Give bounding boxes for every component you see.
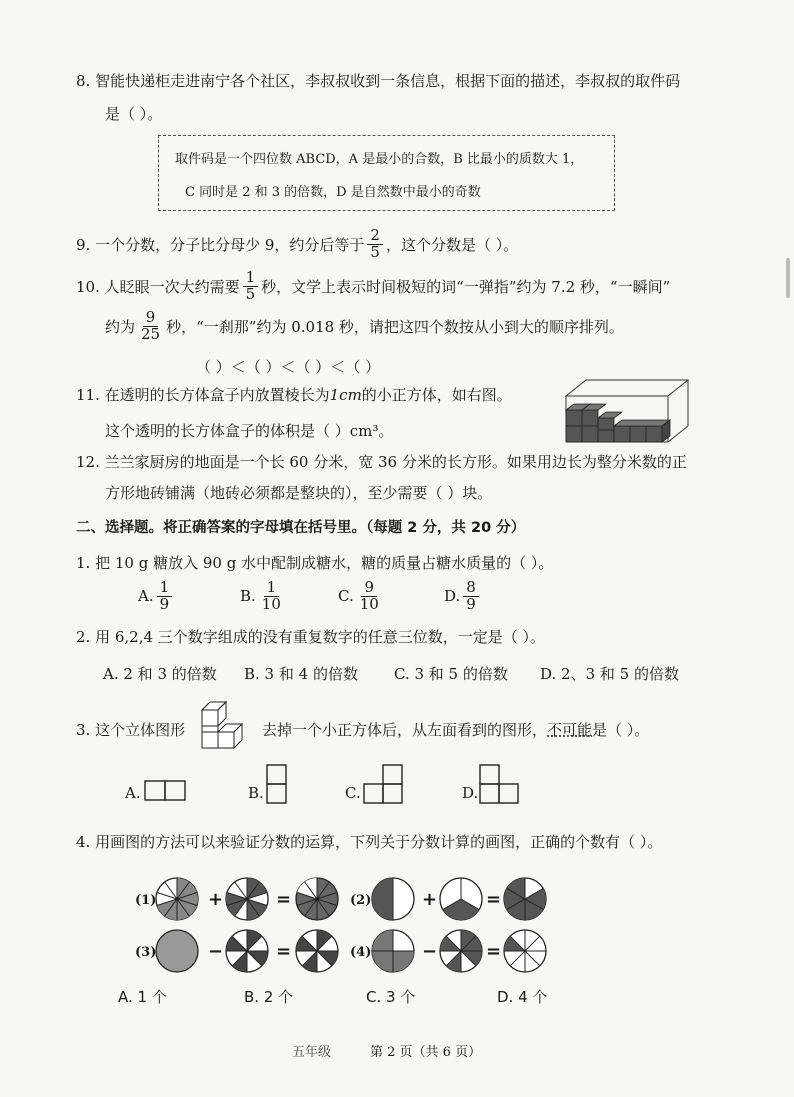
c3-option-a-figure[interactable]	[144, 778, 186, 802]
q11-unit: 1cm	[329, 386, 362, 404]
q10-pre: 10. 人眨眼一次大约需要	[76, 277, 240, 296]
c4-circle-1c	[294, 876, 340, 922]
c4-label-1: (1)	[135, 893, 157, 908]
c3-solid-figure	[198, 698, 254, 754]
c4-circle-1a	[154, 876, 200, 922]
q8-box-line1: 取件码是一个四位数 ABCD，A 是最小的合数，B 比最小的质数大 1，	[175, 152, 584, 167]
c3-option-b-figure[interactable]	[265, 764, 289, 804]
q9	[76, 226, 518, 262]
c3-pre: 3. 这个立体图形	[76, 721, 186, 739]
c1-option-a[interactable]	[138, 576, 175, 616]
q10-f2-num: 9	[143, 310, 159, 327]
section2-title: 二、选择题。将正确答案的字母填在括号里。（每题 2 分，共 20 分）	[76, 520, 526, 536]
q9-fraction	[367, 225, 383, 261]
c1-a-num: 1	[157, 580, 173, 597]
q9-frac-num: 2	[367, 228, 383, 245]
transparent-box-figure	[560, 376, 692, 446]
c3-option-b-label[interactable]: B.	[248, 784, 264, 802]
c3-stem	[262, 719, 649, 740]
c3-tail: 是（ ）。	[592, 721, 650, 739]
footer-grade: 五年级	[292, 1045, 332, 1060]
c3-option-c-label[interactable]: C.	[345, 784, 361, 802]
q11-line2: 这个透明的长方体盒子的体积是（ ）cm³。	[105, 422, 394, 440]
c4-circle-4a	[370, 928, 416, 974]
c4-circle-4c	[502, 928, 548, 974]
c1-option-c[interactable]	[338, 576, 385, 616]
c4-op-4: −	[422, 941, 438, 962]
q10-line2-pre: 约为	[105, 317, 136, 336]
c3-post: 去掉一个小正方体后，从左面看到的图形，	[262, 721, 548, 739]
q10-f2-den: 25	[141, 324, 161, 343]
scrollbar-thumb[interactable]	[786, 258, 790, 298]
q10-mid: 秒，文学上表示时间极短的词“一弹指”约为 7.2 秒，“一瞬间”	[261, 277, 671, 296]
q9-pre: 9. 一个分数，分子比分母少 9，约分后等于	[76, 235, 365, 254]
q9-post: ，这个分数是（ ）。	[385, 235, 519, 254]
c4-option-d[interactable]: D. 4 个	[497, 988, 548, 1006]
q10-line2-post: 秒，“一刹那”约为 0.018 秒，请把这四个数按从小到大的顺序排列。	[166, 317, 624, 336]
c1-b-num: 1	[264, 580, 280, 597]
q11-line1-pre: 11. 在透明的长方体盒子内放置棱长为	[76, 386, 330, 404]
c4-circle-3a	[154, 928, 200, 974]
c4-circle-4b	[438, 928, 484, 974]
c1-c-num: 9	[361, 580, 377, 597]
footer-page-number: 第 2 页（共 6 页）	[370, 1045, 482, 1060]
q10-line1	[76, 267, 670, 305]
c4-eq-4: =	[486, 941, 502, 962]
c4-eq-3: =	[276, 941, 292, 962]
c4-op-2: +	[422, 889, 438, 910]
c2-stem: 2. 用 6,2,4 三个数字组成的没有重复数字的任意三位数，一定是（ ）。	[76, 628, 546, 646]
q12-line2: 方形地砖铺满（地砖必须都是整块的），至少需要（ ）块。	[105, 484, 493, 502]
c1-d-num: 8	[463, 580, 479, 597]
c4-stem: 4. 用画图的方法可以来验证分数的运算，下列关于分数计算的画图，正确的个数有（ ）。	[76, 833, 663, 851]
c1-c-letter: C.	[338, 587, 354, 605]
c1-d-den: 9	[466, 594, 476, 613]
q8-line2: 是（ ）。	[105, 105, 163, 123]
c1-a-letter: A.	[138, 587, 154, 605]
c1-option-b[interactable]	[240, 576, 287, 616]
c3-emphasis: 不可能	[547, 721, 593, 739]
q11-line1	[76, 384, 512, 405]
c4-label-4: (4)	[350, 945, 372, 960]
c2-option-c[interactable]: C. 3 和 5 的倍数	[394, 665, 508, 683]
c3-option-d-figure[interactable]	[478, 764, 520, 804]
c1-b-letter: B.	[240, 587, 256, 605]
q10-blanks: （ ）＜（ ）＜（ ）＜（ ）	[196, 358, 381, 376]
c4-eq-2: =	[486, 889, 502, 910]
q8-box-line2: C 同时是 2 和 3 的倍数，D 是自然数中最小的奇数	[185, 185, 481, 200]
c4-option-a[interactable]: A. 1 个	[118, 988, 167, 1006]
c1-b-den: 10	[261, 594, 281, 613]
q8-info-box	[158, 135, 615, 211]
c1-stem: 1. 把 10 g 糖放入 90 g 水中配制成糖水，糖的质量占糖水质量的（ ）。	[76, 554, 554, 572]
c4-eq-1: =	[276, 889, 292, 910]
q10-fraction-2	[138, 307, 163, 343]
q10-f1-num: 1	[243, 270, 259, 287]
c4-circle-2c	[502, 876, 548, 922]
q8-line1: 8. 智能快递柜走进南宁各个社区，李叔叔收到一条信息，根据下面的描述，李叔叔的取件码	[76, 72, 681, 90]
c2-option-b[interactable]: B. 3 和 4 的倍数	[244, 665, 358, 683]
c3-option-c-figure[interactable]	[362, 764, 404, 804]
c1-a-den: 9	[159, 594, 170, 613]
q9-frac-den: 5	[370, 242, 380, 261]
c4-op-3: −	[208, 941, 224, 962]
c1-c-den: 10	[359, 594, 379, 613]
q11-line1-post: 的小正方体，如右图。	[361, 386, 512, 404]
q10-line2	[105, 307, 624, 345]
q10-fraction-1	[243, 267, 259, 303]
c3-option-d-label[interactable]: D.	[462, 784, 479, 802]
c1-option-d[interactable]	[444, 576, 482, 616]
c4-label-3: (3)	[135, 945, 157, 960]
c4-circle-1b	[224, 876, 270, 922]
c3-option-a-label[interactable]: A.	[125, 784, 141, 802]
c4-label-2: (2)	[350, 893, 372, 908]
c4-circle-2a	[370, 876, 416, 922]
q12-line1: 12. 兰兰家厨房的地面是一个长 60 分米，宽 36 分米的长方形。如果用边长为整分米数的正	[76, 453, 687, 471]
c2-option-a[interactable]: A. 2 和 3 的倍数	[103, 665, 217, 683]
c1-d-letter: D.	[444, 587, 461, 605]
c4-option-c[interactable]: C. 3 个	[366, 988, 416, 1006]
q10-f1-den: 5	[245, 284, 256, 303]
c4-circle-3b	[224, 928, 270, 974]
c4-option-b[interactable]: B. 2 个	[244, 988, 294, 1006]
c2-option-d[interactable]: D. 2、3 和 5 的倍数	[540, 665, 679, 683]
c4-op-1: +	[208, 889, 224, 910]
c4-circle-3c	[294, 928, 340, 974]
c4-circle-2b	[438, 876, 484, 922]
